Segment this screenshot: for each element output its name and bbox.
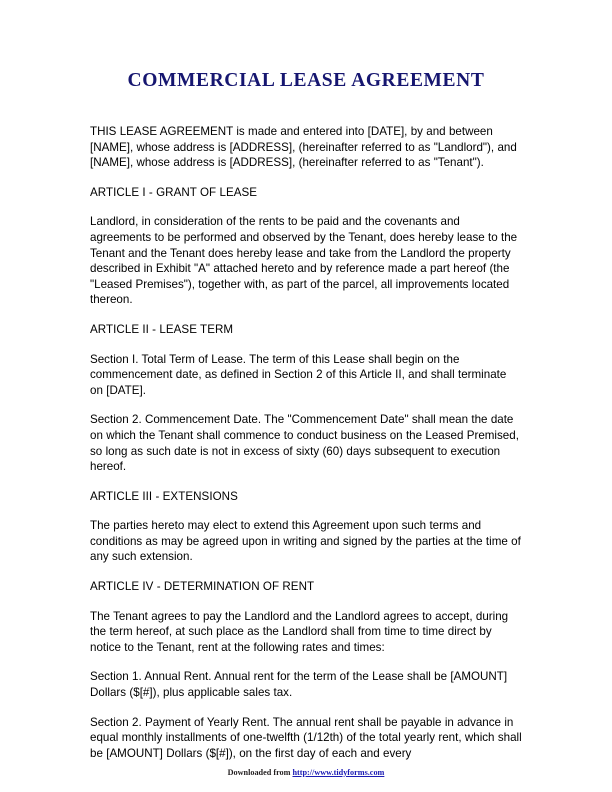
article-3-body: The parties hereto may elect to extend this Agreement upon such terms and conditions as may be agreed upon in writing and signed by the parties at the time of any such extension.	[90, 519, 521, 564]
article-1-heading: ARTICLE I - GRANT OF LEASE	[90, 185, 258, 199]
page-footer	[0, 768, 612, 777]
tidyforms-link[interactable]: http://www.tidyforms.com	[292, 768, 385, 777]
article-2-section-1: Section I. Total Term of Lease. The term of this Lease shall begin on the commencement date, as defined in Section 2 of this Article II, and shall terminate on [DATE].	[90, 352, 507, 397]
document-body	[90, 124, 522, 775]
article-4-section-1: Section 1. Annual Rent. Annual rent for the term of the Lease shall be [AMOUNT] Dollars ($[#]), plus applicable sales tax.	[90, 670, 508, 700]
article-4-heading: ARTICLE IV - DETERMINATION OF RENT	[90, 580, 315, 594]
article-2-section-2: Section 2. Commencement Date. The "Commencement Date" shall mean the date on which the Tenant shall commence to conduct business on the Leased Premised, so long as such date is not in excess of sixty (60) days subsequent to execution hereof.	[90, 413, 519, 474]
article-3-heading: ARTICLE III - EXTENSIONS	[90, 489, 238, 503]
article-2-heading: ARTICLE II - LEASE TERM	[90, 322, 234, 336]
article-4-section-2: Section 2. Payment of Yearly Rent. The annual rent shall be payable in advance in equal monthly installments of one-twelfth (1/12th) of the total yearly rent, which shall be [AMOUNT] Dollars ($[#]), on the first day of each and every	[90, 715, 522, 760]
article-4-body: The Tenant agrees to pay the Landlord and the Landlord agrees to accept, during the term hereof, at such place as the Landlord shall from time to time direct by notice to the Tenant, rent at the following rates and times:	[90, 609, 509, 654]
footer-label: Downloaded from	[227, 768, 291, 777]
article-1-body: Landlord, in consideration of the rents to be paid and the covenants and agreements to be performed and observed by the Tenant, does hereby lease to the Tenant and the Tenant does hereby lease and take from the Landlord the property described in Exhibit "A" attached hereto and by reference made a part hereof (the "Leased Premises"), together with, as part of the parcel, all improvements located thereon.	[90, 215, 518, 307]
intro-paragraph: THIS LEASE AGREEMENT is made and entered into [DATE], by and between [NAME], whose address is [ADDRESS], (hereinafter referred to as "Landlord"), and [NAME], whose address is [ADDRESS], (hereinafter referred to as "Tenant").	[90, 125, 517, 170]
page-title: COMMERCIAL LEASE AGREEMENT	[127, 70, 485, 91]
